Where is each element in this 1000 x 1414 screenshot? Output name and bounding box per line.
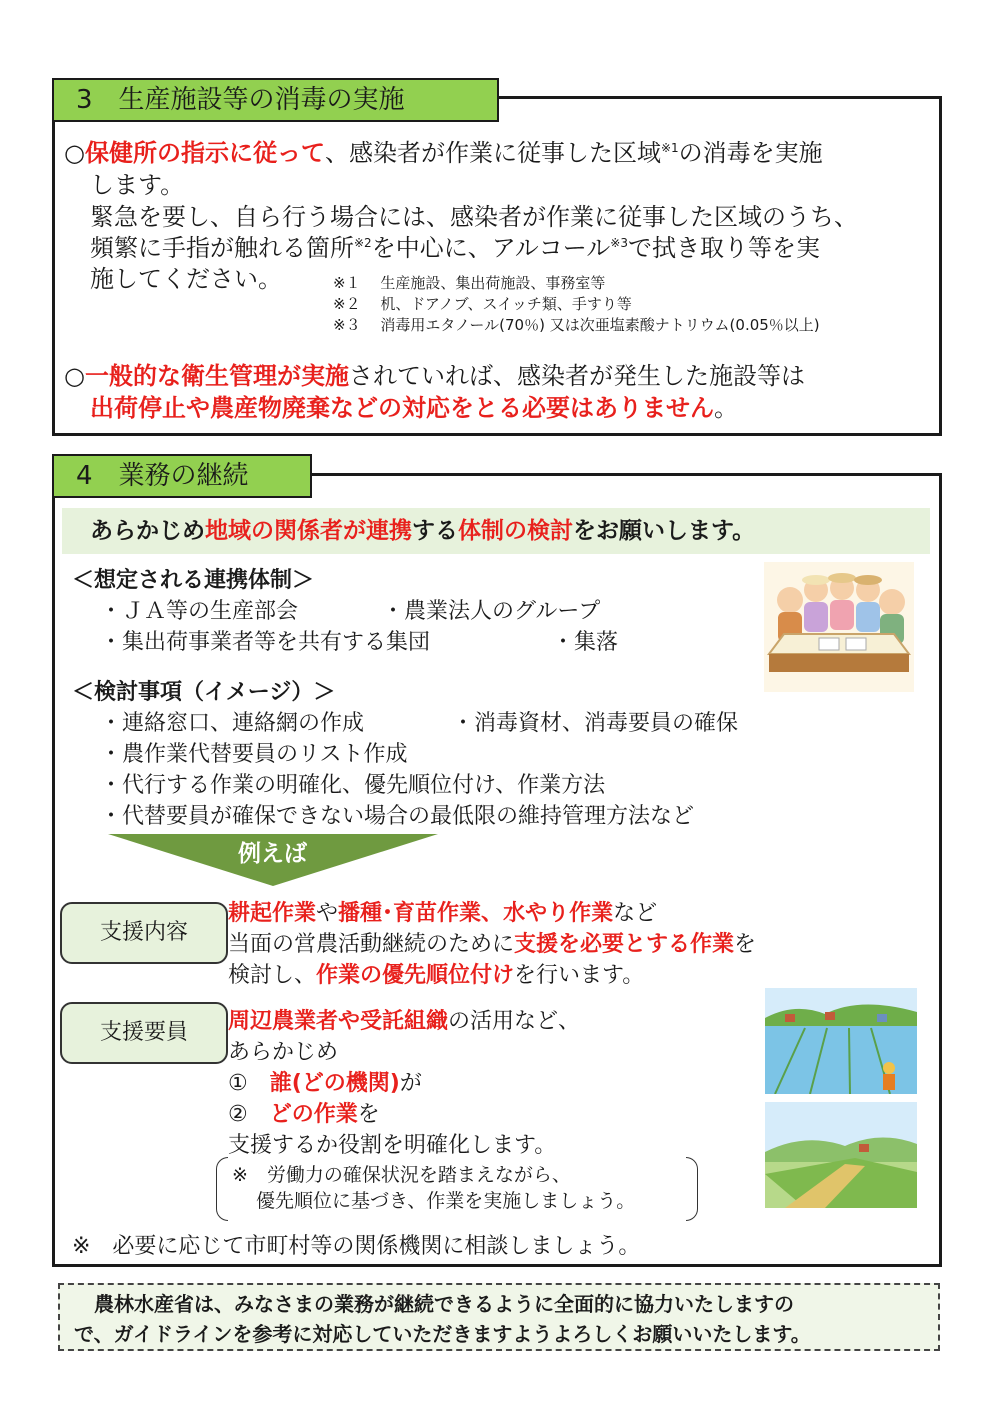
circle-bullet: ○ bbox=[64, 139, 85, 167]
support-staff-line1 bbox=[228, 1008, 580, 1036]
support-staff-line3 bbox=[228, 1070, 422, 1098]
section3-para2-line3: 施してください。 bbox=[90, 265, 282, 293]
red-text: 出荷停止や農産物廃棄などの対応をとる必要はありません bbox=[90, 394, 714, 422]
kento-heading: ＜検討事項（イメージ）＞ bbox=[72, 680, 336, 705]
support-content-line2 bbox=[228, 931, 756, 959]
section3-para1-line2: します。 bbox=[90, 171, 185, 199]
meeting-illustration bbox=[764, 562, 914, 692]
red-text: どの作業 bbox=[269, 1102, 358, 1127]
text: をお願いします。 bbox=[573, 518, 756, 544]
support-content-label: 支援内容 bbox=[60, 902, 228, 964]
red-text: 周辺農業者や受託組織 bbox=[228, 1009, 449, 1034]
caution-line1: ※ 労働力の確保状況を踏まえながら、 bbox=[232, 1164, 571, 1186]
text: 検討し、 bbox=[228, 963, 317, 988]
support-content-line3 bbox=[228, 962, 644, 990]
section3-para1-line1 bbox=[64, 138, 823, 168]
text: を行います。 bbox=[514, 963, 645, 988]
footnote-2: ※２ 机、ドアノブ、スイッチ類、手すり等 bbox=[333, 295, 632, 313]
text: ② bbox=[228, 1102, 270, 1127]
section3-para2-line2 bbox=[90, 233, 820, 263]
text: を bbox=[357, 1102, 380, 1127]
caution-line2: 優先順位に基づき、作業を実施しましょう。 bbox=[256, 1190, 636, 1212]
green-field-illustration bbox=[765, 1102, 917, 1208]
bottom-note: ※ 必要に応じて市町村等の関係機関に相談しましょう。 bbox=[72, 1234, 641, 1259]
text: する bbox=[412, 518, 458, 544]
renkei-item: ・ＪＡ等の生産部会 bbox=[100, 599, 299, 624]
arrow-label: 例えば bbox=[238, 841, 307, 867]
section3-para3-line2 bbox=[90, 393, 738, 423]
red-text: 作業の優先順位付け bbox=[316, 963, 515, 988]
text: を bbox=[734, 932, 757, 957]
section3-para3-line1 bbox=[64, 361, 805, 391]
kento-item: ・代行する作業の明確化、優先順位付け、作業方法 bbox=[100, 773, 606, 798]
footnote-1: ※１ 生産施設、集出荷施設、事務室等 bbox=[333, 274, 606, 292]
kento-item: ・連絡窓口、連絡網の作成 bbox=[100, 711, 365, 736]
section3-para2-line1: 緊急を要し、自ら行う場合には、感染者が作業に従事した区域のうち、 bbox=[90, 203, 858, 231]
text: や bbox=[316, 901, 339, 926]
footnote-3: ※３ 消毒用エタノール(70％) 又は次亜塩素酸ナトリウム(0.05％以上) bbox=[333, 316, 820, 334]
support-staff-line4 bbox=[228, 1101, 380, 1129]
text: 頻繁に手指が触れる箇所 bbox=[90, 234, 354, 262]
kento-item: ・消毒資材、消毒要員の確保 bbox=[452, 711, 739, 736]
red-text: 体制の検討 bbox=[458, 518, 573, 544]
support-content-line1 bbox=[228, 900, 657, 928]
support-staff-label: 支援要員 bbox=[60, 1002, 228, 1064]
footer-message bbox=[58, 1283, 940, 1351]
superscript: ※2 bbox=[354, 236, 372, 250]
text: の消毒を実施 bbox=[678, 139, 823, 167]
text: を中心に、アルコール bbox=[371, 234, 611, 262]
superscript: ※3 bbox=[610, 236, 628, 250]
text: あらかじめ bbox=[90, 518, 205, 544]
circle-bullet: ○ bbox=[64, 362, 85, 390]
text: の活用など、 bbox=[448, 1009, 581, 1034]
red-text: 支援を必要とする作業 bbox=[514, 932, 735, 957]
text: されていれば、感染者が発生した施設等は bbox=[348, 362, 805, 390]
red-text: 保健所の指示に従って bbox=[84, 139, 325, 167]
renkei-item: ・集落 bbox=[552, 630, 619, 655]
section4-title: 4 業務の継続 bbox=[52, 454, 312, 498]
text: 。 bbox=[714, 394, 738, 422]
red-text: 水やり作業 bbox=[503, 901, 614, 926]
support-staff-line2: あらかじめ bbox=[228, 1040, 339, 1065]
superscript: ※1 bbox=[660, 141, 679, 155]
text: 当面の営農活動継続のために bbox=[228, 932, 515, 957]
section3-title: 3 生産施設等の消毒の実施 bbox=[52, 78, 499, 122]
text: 、感染者が作業に従事した区域 bbox=[324, 139, 661, 167]
footer-line1: 農林水産省は、みなさまの業務が継続できるように全面的に協力いたしますの bbox=[94, 1292, 794, 1316]
kento-item: ・農作業代替要員のリスト作成 bbox=[100, 742, 408, 767]
support-staff-line5: 支援するか役割を明確化します。 bbox=[228, 1133, 557, 1158]
renkei-heading: ＜想定される連携体制＞ bbox=[72, 568, 315, 593]
section4-lead-band bbox=[62, 508, 930, 554]
red-text: 、 bbox=[481, 901, 504, 926]
text: ① bbox=[228, 1071, 270, 1096]
red-text: 播種･育苗作業 bbox=[338, 901, 482, 926]
text: で拭き取り等を実 bbox=[627, 234, 820, 262]
red-text: 誰(どの機関) bbox=[269, 1071, 400, 1096]
renkei-item: ・集出荷事業者等を共有する集団 bbox=[100, 630, 431, 655]
footer-line2: で、ガイドラインを参考に対応していただきますようよろしくお願いいたします。 bbox=[74, 1322, 811, 1346]
text: など bbox=[613, 901, 658, 926]
kento-item: ・代替要員が確保できない場合の最低限の維持管理方法など bbox=[100, 804, 695, 829]
renkei-item: ・農業法人のグループ bbox=[382, 599, 601, 624]
red-text: 地域の関係者が連携 bbox=[205, 518, 412, 544]
rice-paddy-illustration bbox=[765, 988, 917, 1094]
red-text: 耕起作業 bbox=[228, 901, 317, 926]
text: が bbox=[399, 1071, 422, 1096]
red-text: 一般的な衛生管理が実施 bbox=[84, 362, 349, 390]
